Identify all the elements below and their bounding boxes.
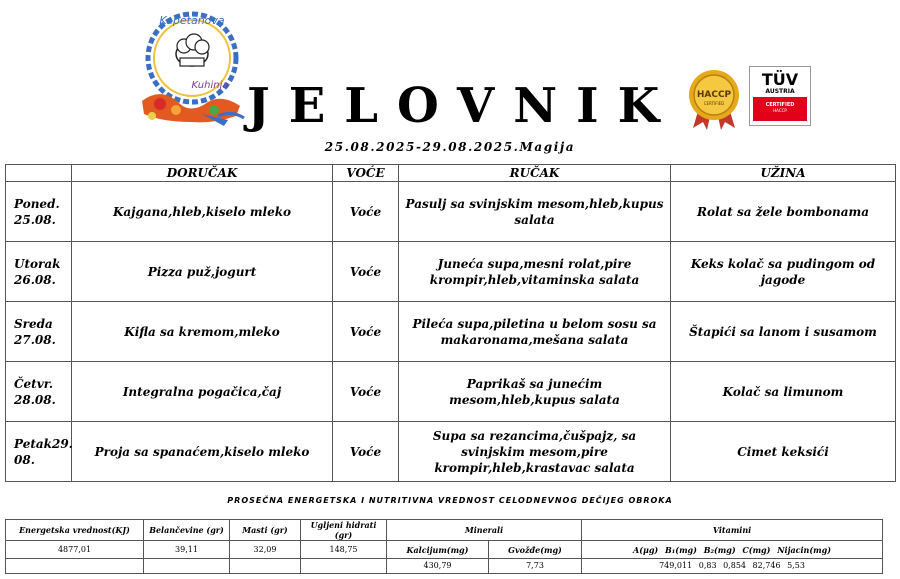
vitamin-a-value: 749,011 — [659, 561, 693, 570]
fruit-cell: Voće — [333, 422, 399, 482]
svg-text:AUSTRIA: AUSTRIA — [765, 88, 795, 95]
nutrition-header-row — [6, 520, 883, 541]
lunch-cell: Paprikaš sa junećim mesom,hleb,kupus salata — [399, 362, 671, 422]
vitamin-b1-value: 0,83 — [698, 561, 717, 570]
vitamin-a-label: A(μg) — [632, 544, 659, 555]
breakfast-cell: Integralna pogačica,čaj — [72, 362, 333, 422]
vitamin-labels — [582, 541, 883, 559]
vitamin-c-value: 82,746 — [752, 561, 781, 570]
nutrition-table — [5, 519, 883, 574]
lunch-cell: Supa sa rezancima,čušpajz, sa svinjskim mesom,pire krompir,hleb,krastavac salata — [399, 422, 671, 482]
snack-cell: Keks kolač sa pudingom od jagode — [671, 242, 896, 302]
protein-value: 39,11 — [144, 541, 230, 559]
protein-label: Belančevine (gr) — [144, 520, 230, 541]
svg-text:TÜV: TÜV — [761, 70, 799, 89]
svg-text:Kapetanova: Kapetanova — [159, 14, 225, 27]
table-row — [6, 242, 896, 302]
haccp-badge — [685, 68, 743, 130]
vitamin-b1-label: B₁(mg) — [665, 544, 697, 555]
snack-cell: Kolač sa limunom — [671, 362, 896, 422]
column-header-day — [6, 165, 72, 182]
lunch-cell: Pasulj sa svinjskim mesom,hleb,kupus salata — [399, 182, 671, 242]
table-row — [6, 182, 896, 242]
fruit-cell: Voće — [333, 182, 399, 242]
column-header-snack: UŽINA — [671, 165, 896, 182]
minerals-label: Minerali — [387, 520, 582, 541]
day-cell: Poned. 25.08. — [6, 182, 72, 242]
nutrition-value-row — [6, 541, 883, 559]
vitamins-label: Vitamini — [582, 520, 883, 541]
table-row — [6, 302, 896, 362]
svg-text:CERTIFIED: CERTIFIED — [765, 102, 795, 108]
lunch-cell: Juneća supa,mesni rolat,pire krompir,hleb,vitaminska salata — [399, 242, 671, 302]
lunch-cell: Pileća supa,piletina u belom sosu sa makaronama,mešana salata — [399, 302, 671, 362]
column-header-breakfast: DORUČAK — [72, 165, 333, 182]
nutrition-mineral-value-row — [6, 559, 883, 574]
breakfast-cell: Kifla sa kremom,mleko — [72, 302, 333, 362]
svg-text:CERTIFIED: CERTIFIED — [703, 101, 725, 106]
vitamin-c-label: C(mg) — [742, 544, 771, 555]
snack-cell: Rolat sa žele bombonama — [671, 182, 896, 242]
vitamin-values — [582, 559, 883, 574]
iron-label: Gvožđe(mg) — [489, 541, 582, 559]
niacin-value: 5,53 — [787, 561, 805, 570]
snack-cell: Štapići sa lanom i susamom — [671, 302, 896, 362]
breakfast-cell: Kajgana,hleb,kiselo mleko — [72, 182, 333, 242]
niacin-label: Nijacin(mg) — [777, 544, 832, 555]
calcium-value: 430,79 — [387, 559, 489, 574]
breakfast-cell: Pizza puž,jogurt — [72, 242, 333, 302]
fruit-cell: Voće — [333, 242, 399, 302]
weekly-menu-table — [5, 164, 896, 482]
energy-value: 4877,01 — [6, 541, 144, 559]
nutrition-subtitle: PROSEČNA ENERGETSKA I NUTRITIVNA VREDNOST CELODNEVNOG DEČIJEG OBROKA — [227, 496, 673, 505]
date-range: 25.08.2025-29.08.2025.Magija — [324, 140, 576, 154]
fruit-cell: Voće — [333, 302, 399, 362]
energy-label: Energetska vrednost(KJ) — [6, 520, 144, 541]
table-row — [6, 362, 896, 422]
tuv-austria-badge — [749, 66, 811, 126]
day-cell: Utorak 26.08. — [6, 242, 72, 302]
carb-label: Ugljeni hidrati (gr) — [301, 520, 387, 541]
svg-text:HACCP: HACCP — [696, 90, 732, 100]
menu-header-row — [6, 165, 896, 182]
svg-text:Kuhinja: Kuhinja — [191, 80, 229, 91]
kapetanova-kuhinja-logo — [132, 6, 252, 131]
carb-value: 148,75 — [301, 541, 387, 559]
table-row — [6, 422, 896, 482]
vitamin-b2-value: 0,854 — [723, 561, 746, 570]
column-header-lunch: RUČAK — [399, 165, 671, 182]
breakfast-cell: Proja sa spanaćem,kiselo mleko — [72, 422, 333, 482]
fat-label: Masti (gr) — [230, 520, 301, 541]
day-cell: Petak29. 08. — [6, 422, 72, 482]
iron-value: 7,73 — [489, 559, 582, 574]
day-cell: Četvr. 28.08. — [6, 362, 72, 422]
vitamin-b2-label: B₂(mg) — [703, 544, 736, 555]
day-cell: Sreda 27.08. — [6, 302, 72, 362]
page-title: JELOVNIK — [247, 78, 679, 134]
svg-text:HACCP: HACCP — [773, 108, 787, 113]
snack-cell: Cimet keksići — [671, 422, 896, 482]
calcium-label: Kalcijum(mg) — [387, 541, 489, 559]
fruit-cell: Voće — [333, 362, 399, 422]
column-header-fruit: VOĆE — [333, 165, 399, 182]
fat-value: 32,09 — [230, 541, 301, 559]
